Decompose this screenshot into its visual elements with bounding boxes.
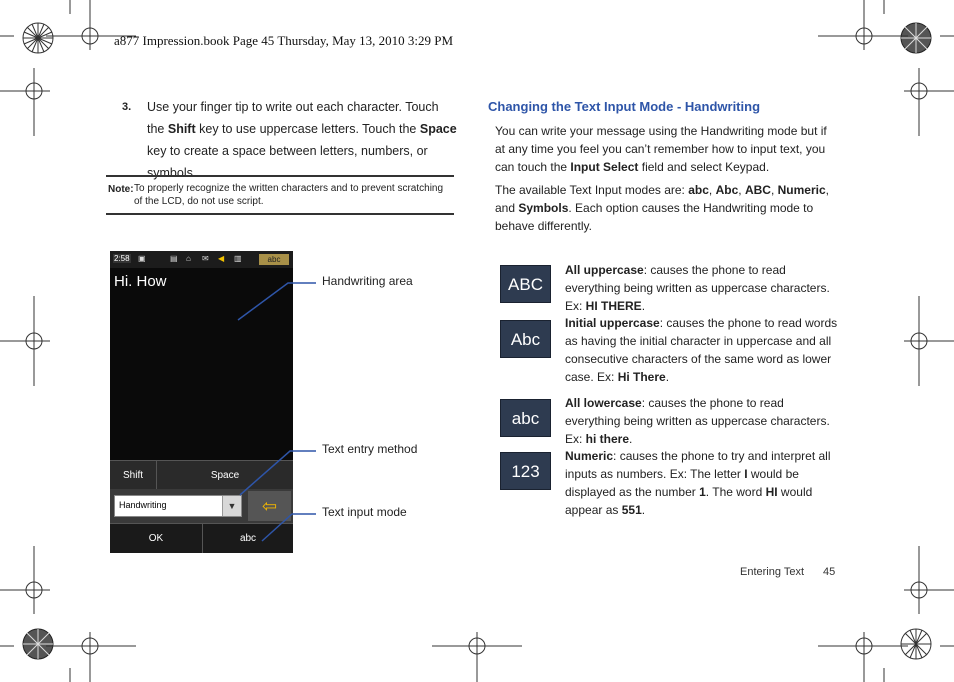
signal-icon: ✉	[202, 254, 209, 263]
paragraph-2: The available Text Input modes are: abc, Abc, ABC, Numeric, and Symbols. Each option causes the Handwriting mode to behave differently.	[495, 183, 829, 233]
initial-uppercase-desc: Initial uppercase: causes the phone to read words as having the initial character in uppercase and all consecutive characters of the same word as lower case. Ex: Hi There.	[565, 316, 838, 384]
callout-text-input-mode: Text input mode	[322, 505, 407, 519]
step-number: 3.	[122, 101, 132, 113]
note-label: Note:	[108, 184, 134, 195]
input-mode-indicator: abc	[259, 254, 289, 265]
all-uppercase-icon: ABC	[500, 265, 551, 303]
callout-text-entry-method: Text entry method	[322, 442, 418, 456]
callout-handwriting-area: Handwriting area	[322, 274, 413, 288]
all-uppercase-desc: All uppercase: causes the phone to read everything being written as uppercase characters. Ex: HI THERE.	[565, 263, 830, 313]
footer-section: Entering Text	[740, 566, 805, 578]
chevron-down-icon: ▼	[222, 496, 241, 516]
status-time: 2:58	[114, 254, 130, 263]
all-lowercase-desc: All lowercase: causes the phone to read everything being written as uppercase characters. Ex: hi there.	[565, 396, 830, 446]
numeric-icon: 123	[500, 452, 551, 490]
space-key-term: Space	[419, 122, 457, 136]
handwriting-area-text[interactable]: Hi. How	[114, 273, 167, 290]
section-title: Changing the Text Input Mode - Handwriting	[488, 99, 761, 114]
shift-key-term: Shift	[167, 122, 196, 136]
message-icon: ▣	[138, 254, 146, 263]
text-input-mode-key[interactable]: abc	[239, 533, 257, 544]
battery-icon: ▥	[234, 254, 242, 263]
initial-uppercase-icon: Abc	[500, 320, 551, 358]
input-select-value: Handwriting	[119, 500, 167, 510]
network-icon: ▤	[170, 254, 178, 263]
all-lowercase-icon: abc	[500, 399, 551, 437]
space-key[interactable]: Space	[210, 470, 240, 481]
print-header: a877 Impression.book Page 45 Thursday, May 13, 2010 3:29 PM	[114, 33, 454, 48]
step-text: Use your finger tip to write out each character. Touch the Shift key to use uppercase letters. Touch the Space key to create a space between letters, numbers, or symbols.	[147, 100, 457, 180]
ok-key[interactable]: OK	[110, 524, 203, 553]
tower-icon: ⌂	[186, 254, 191, 263]
page-number: 45	[823, 566, 836, 578]
numeric-desc: Numeric: causes the phone to try and interpret all inputs as numbers. Ex: The letter I would be displayed as the number 1. The word HI would appear as 551.	[565, 449, 831, 517]
speaker-icon: ◀	[218, 254, 225, 263]
back-arrow-icon: ⇦	[261, 496, 278, 516]
paragraph-1: You can write your message using the Handwriting mode but if at any time you feel you can’t remember how to input text, you can touch the Input Select field and select Keypad.	[495, 124, 827, 174]
note-text: To properly recognize the written characters and to prevent scratching of the LCD, do not use script.	[134, 183, 444, 207]
shift-key[interactable]: Shift	[110, 461, 157, 490]
